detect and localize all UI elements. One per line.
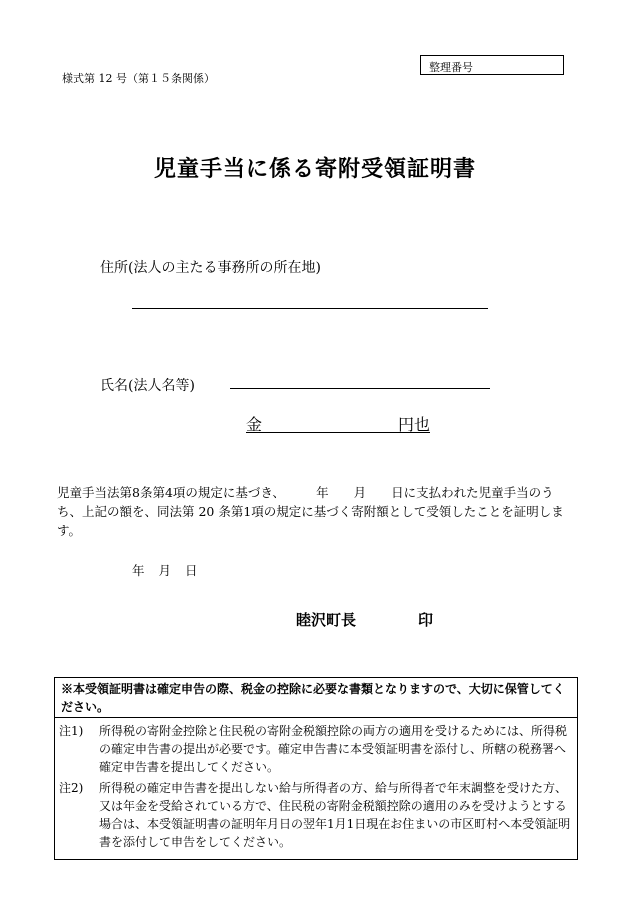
- name-label: 氏名(法人名等): [100, 378, 195, 394]
- notes-box: [54, 677, 578, 860]
- document-title: 児童手当に係る寄附受領証明書: [153, 156, 476, 182]
- note-text: 所得税の確定申告書を提出しない給与所得者の方、給与所得者で年末調整を受けた方、又は年金を受給されている方で、住民税の寄附金税額控除の適用のみを受けようとする場合は、本受領証明書の証明年月日の翌年1月1日現在お住まいの市区町村へ本受領証明書を添付して申告をしてください。: [99, 781, 571, 849]
- certification-text: 児童手当法第8条第4項の規定に基づき、 年 月 日に支払われた児童手当のうち、上記の額を、同法第 20 条第1項の規定に基づく寄附額として受領したことを証明します。: [57, 485, 564, 538]
- note-text: 所得税の寄附金控除と住民税の寄附金税額控除の両方の適用を受けるためには、所得税の確定申告書の提出が必要です。確定申告書に本受領証明書を添付し、所轄の税務署へ確定申告書を提出してください。: [99, 724, 568, 774]
- address-field-line[interactable]: [132, 308, 488, 309]
- notes-header: ※本受領証明書は確定申告の際、税金の控除に必要な書類となりますので、大切に保管してください。: [55, 678, 577, 718]
- signer-title: 睦沢町長: [296, 611, 357, 629]
- note-number: 注2): [59, 781, 84, 795]
- address-label: 住所(法人の主たる事務所の所在地): [100, 260, 321, 276]
- note-number: 注1): [59, 724, 84, 738]
- seal-mark: 印: [418, 611, 434, 629]
- name-field-line[interactable]: [230, 388, 490, 389]
- form-number: 様式第 12 号（第１５条関係）: [62, 72, 215, 85]
- reference-number-box[interactable]: [420, 55, 564, 75]
- reference-number-label: 整理番号: [429, 61, 473, 74]
- amount-suffix: 円也: [397, 415, 430, 434]
- amount-prefix: 金: [246, 415, 263, 434]
- amount-field[interactable]: [246, 412, 430, 433]
- issue-date: 年 月 日: [132, 563, 198, 578]
